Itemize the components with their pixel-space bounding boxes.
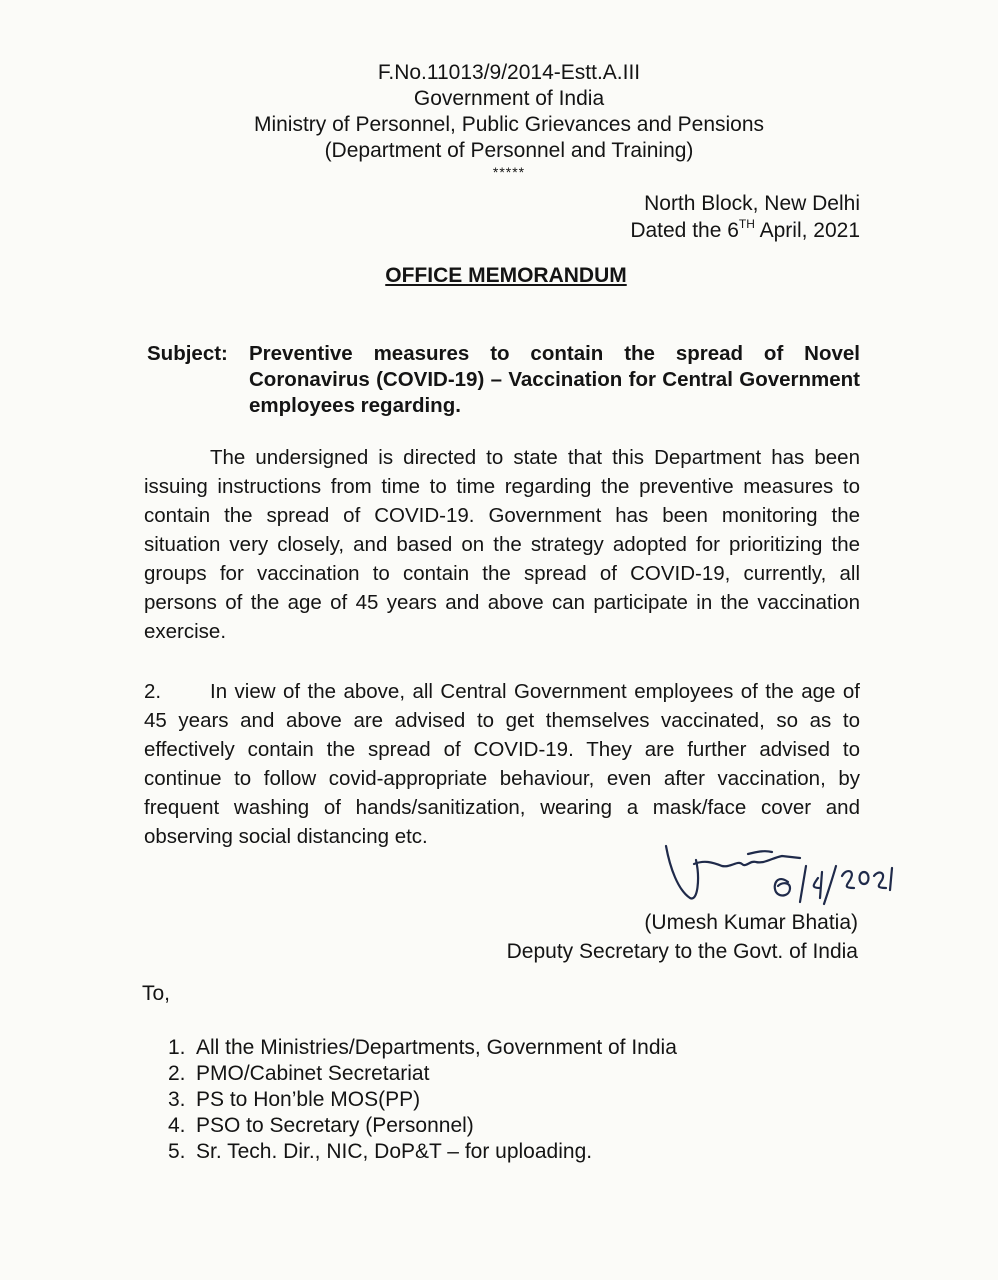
paragraph-2-text: In view of the above, all Central Government employees of the age of 45 years and above are advised to get themselves vaccinated, so as to effectively contain the spread of COVID-19. They are further advised to continue to follow covid-appropriate behaviour, even after vaccination, by frequent washing of hands/sanitization, wearing a mask/face cover and observing social distancing etc. xyxy=(144,680,860,848)
paragraph-1: The undersigned is directed to state that this Department has been issuing instructions from time to time regarding the preventive measures to contain the spread of COVID-19. Government has been monitoring the situation very closely, and based on the strategy adopted for prioritizing the groups for vaccination to contain the spread of COVID-19, currently, all persons of the age of 45 years and above can participate in the vaccination exercise. xyxy=(144,446,860,643)
document-title-text: OFFICE MEMORANDUM xyxy=(385,264,627,287)
date-line xyxy=(630,217,860,244)
subject-text: Preventive measures to contain the spread of Novel Coronavirus (COVID-19) – Vaccination for Central Government employees regarding. xyxy=(249,342,860,417)
paragraph-2 xyxy=(144,677,860,851)
separator-stars: ***** xyxy=(492,164,526,180)
paragraph-2-number: 2. xyxy=(144,680,162,703)
subject-block xyxy=(147,341,860,419)
ministry-name: Ministry of Personnel, Public Grievances and Pensions xyxy=(253,113,765,136)
list-item: 1. All the Ministries/Departments, Government of India xyxy=(168,1036,677,1059)
date-superscript: TH xyxy=(738,217,755,231)
signatory-name: (Umesh Kumar Bhatia) xyxy=(644,911,858,934)
letterhead xyxy=(0,60,998,178)
file-number: F.No.11013/9/2014-Estt.A.III xyxy=(377,61,641,84)
date-prefix: Dated the 6 xyxy=(630,219,739,242)
list-item: 4. PSO to Secretary (Personnel) xyxy=(168,1114,474,1137)
department-name: (Department of Personnel and Training) xyxy=(324,139,694,162)
subject-label: Subject: xyxy=(147,342,228,365)
to-label: To, xyxy=(142,982,171,1005)
list-item: 5. Sr. Tech. Dir., NIC, DoP&T – for uploading. xyxy=(168,1140,593,1163)
list-item: 2. PMO/Cabinet Secretariat xyxy=(168,1062,430,1085)
government-name: Government of India xyxy=(413,87,605,110)
place-and-date xyxy=(630,190,860,244)
place: North Block, New Delhi xyxy=(644,192,860,215)
list-item: 3. PS to Hon’ble MOS(PP) xyxy=(168,1088,421,1111)
signatory-designation: Deputy Secretary to the Govt. of India xyxy=(506,940,858,963)
document-title xyxy=(0,264,998,288)
distribution-list xyxy=(168,1035,677,1165)
handwritten-signature xyxy=(660,838,920,908)
date-suffix: April, 2021 xyxy=(754,219,860,242)
signatory-block xyxy=(507,908,858,966)
